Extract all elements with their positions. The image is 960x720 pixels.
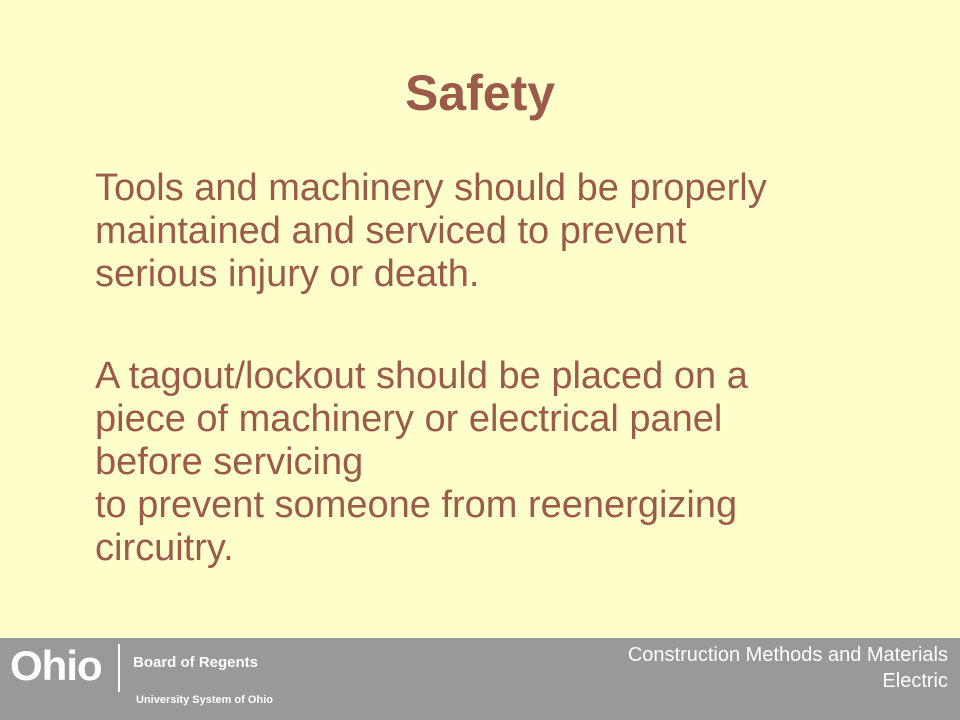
- paragraph-line: before servicing: [95, 441, 364, 483]
- paragraph-line: piece of machinery or electrical panel: [95, 398, 723, 440]
- paragraph-line: maintained and serviced to prevent: [95, 210, 687, 252]
- paragraph-line: serious injury or death.: [95, 253, 480, 295]
- logo-tagline: University System of Ohio: [136, 694, 273, 706]
- paragraph-line: A tagout/lockout should be placed on a: [95, 355, 748, 397]
- logo-wordmark: Ohio: [10, 642, 102, 689]
- paragraph-line: Tools and machinery should be properly: [95, 167, 767, 209]
- footer-bar: [0, 638, 960, 720]
- slide-paragraph-1: [95, 167, 895, 296]
- logo-divider: [118, 644, 120, 692]
- ohio-board-of-regents-logo: [8, 638, 308, 720]
- slide-paragraph-2: [95, 355, 895, 570]
- paragraph-line: circuitry.: [95, 527, 234, 569]
- footer-caption: [628, 642, 948, 694]
- slide-title: Safety: [404, 65, 556, 121]
- paragraph-line: to prevent someone from reenergizing: [95, 484, 738, 526]
- logo-organization: Board of Regents: [133, 654, 259, 671]
- footer-course: Construction Methods and Materials: [627, 644, 948, 666]
- footer-topic: Electric: [882, 670, 948, 692]
